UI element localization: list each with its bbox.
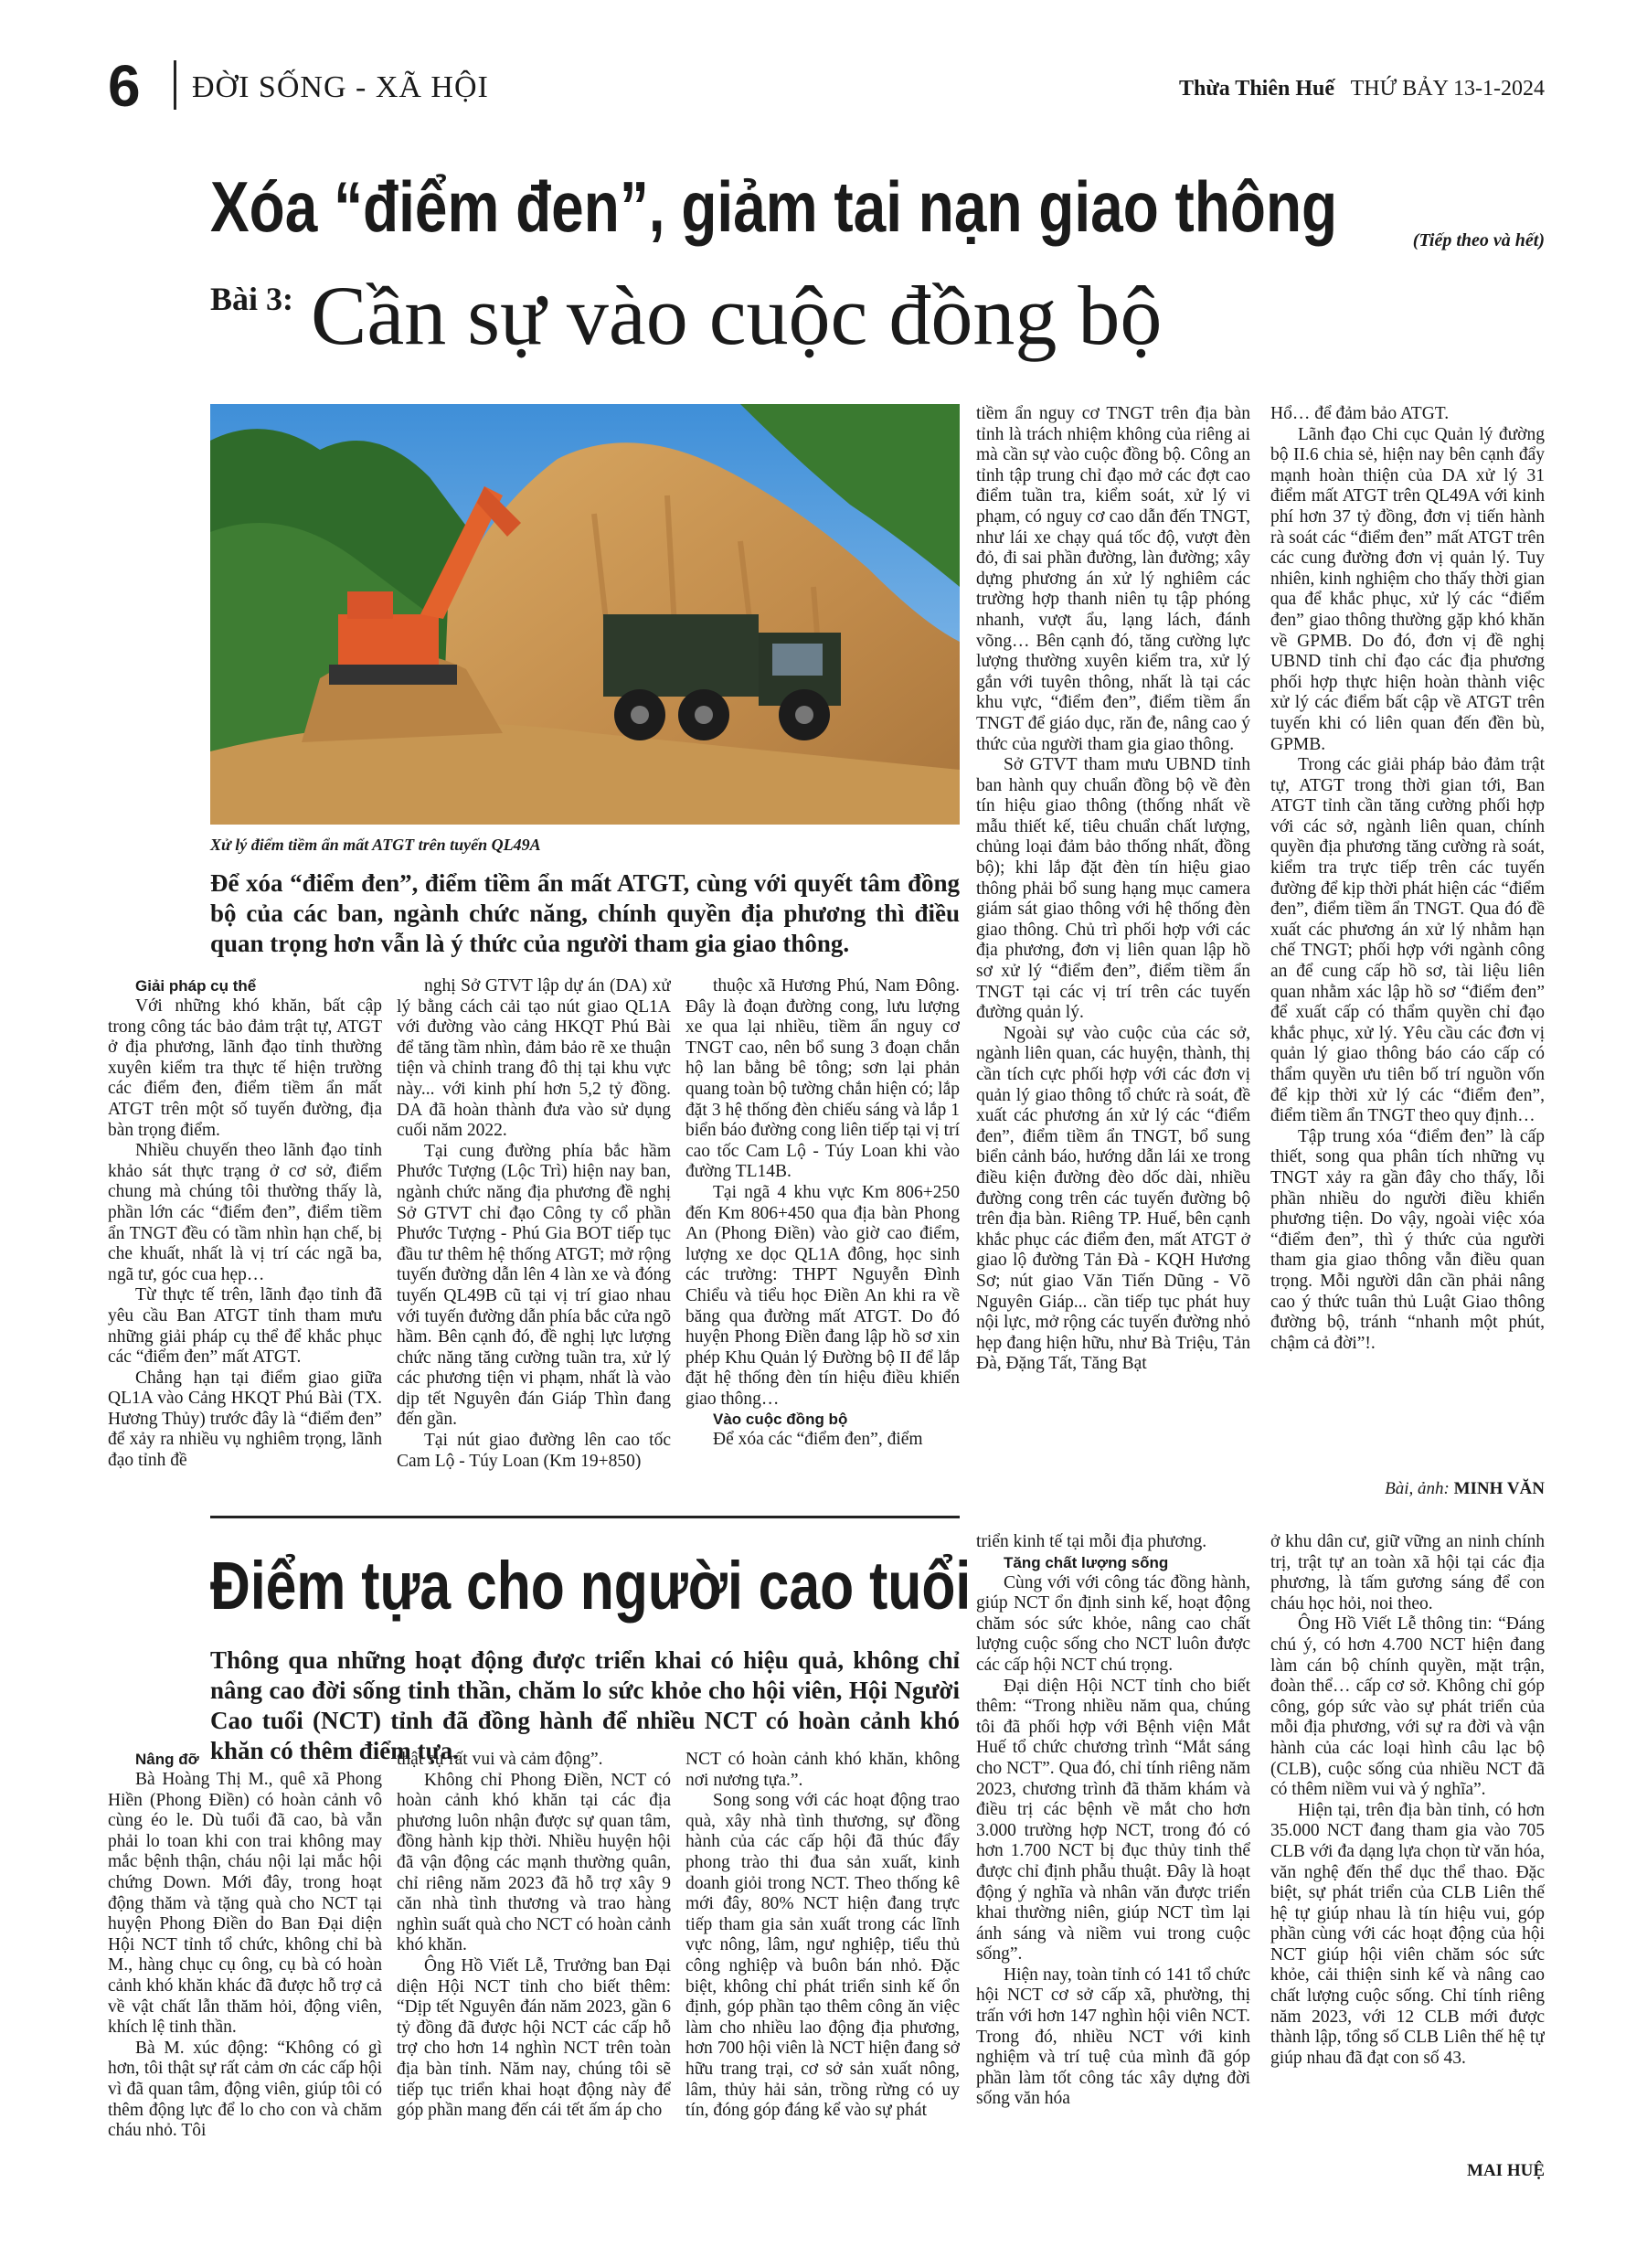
paragraph: Ông Hồ Viết Lễ thông tin: “Đáng chú ý, có hơn 4.700 NCT hiện đang làm cán bộ chính quyền, mặt trận, đoàn thể… cấp cơ sở. Không chỉ góp công, góp sức vào sự phát triển của mỗi địa phương, với sự ra đời và vận hành của các loại hình câu lạc bộ (CLB), cuộc sống của nhiều NCT đã có thêm niềm vui và ý nghĩa”.: [1270, 1614, 1545, 1800]
paragraph: triển kinh tế tại mỗi địa phương.: [976, 1532, 1207, 1551]
paragraph: Tập trung xóa “điểm đen” là cấp thiết, song qua phân tích những vụ TNGT xảy ra gần đây cho thấy, lỗi phần nhiều do người điều khiển phương tiện. Do vậy, ngoài việc xóa “điểm đen”, thì ý thức của người tham gia giao thông vẫn điều quan trọng. Mỗi người dân cần phải nâng cao ý thức tuân thủ Luật Giao thông đường bộ, tránh “nhanh một phút, chậm cả đời”!.: [1270, 1126, 1545, 1353]
paragraph: nghị Sở GTVT lập dự án (DA) xử lý bằng cách cải tạo nút giao QL1A với đường vào cảng HKQT Phú Bài để tăng tầm nhìn, đảm bảo rẽ xe thuận tiện và chỉnh trang đô thị tại khu vực này... với kinh phí hơn 5,2 tỷ đồng. DA đã hoàn thành đưa vào sử dụng cuối năm 2022.: [397, 976, 671, 1141]
continued-note: (Tiếp theo và hết): [1412, 230, 1545, 250]
article2-byline: MAI HUỆ: [1467, 2161, 1545, 2180]
subhead-giai-phap: Giải pháp cụ thể: [135, 977, 257, 995]
paragraph: Sở GTVT tham mưu UBND tỉnh ban hành quy chuẩn đồng bộ về đèn tín hiệu giao thông (thống nhất về mẫu thiết kế, tiêu chuẩn chất lượng, chủng loại đảm bảo thống nhất, đồng bộ); khi lắp đặt đèn tín hiệu giao thông phải bổ sung hạng mục camera giám sát giao thông với hệ thống đèn giao thông. Chủ trì phối hợp với các địa phương, đơn vị liên quan lập hồ sơ xử lý “điểm đen”, điểm tiềm ẩn TNGT tại các vị trí trên các tuyến đường quản lý.: [976, 755, 1250, 1023]
subhead-tang-chat-luong: Tăng chất lượng sống: [1004, 1553, 1169, 1571]
article1-lead: Để xóa “điểm đen”, điểm tiềm ẩn mất ATGT, cùng với quyết tâm đồng bộ của các ban, ngành chức năng, chính quyền địa phương thì điều quan trọng hơn vẫn là ý thức của người tham gia giao thông.: [210, 869, 960, 957]
newspaper-name: Thừa Thiên Huế: [1178, 77, 1334, 101]
paragraph: thuộc xã Hương Phú, Nam Đông. Đây là đoạn đường cong, lưu lượng xe qua lại nhiều, tiềm ẩn nguy cơ TNGT cao, nên bổ sung 3 đoạn chắn hộ lan bằng bê tông; sơn lại phản quang toàn bộ tường chắn hiện có; lắp đặt 3 hệ thống đèn chiếu sáng và lắp 1 biển báo đường cong liên tiếp tại vị trí cao tốc Cam Lộ - Túy Loan khi vào đường TL14B.: [685, 976, 960, 1182]
article1-byline: [1270, 1479, 1545, 1499]
paragraph: NCT có hoàn cảnh khó khăn, không nơi nương tựa.”.: [685, 1750, 960, 1790]
paragraph: Tại nút giao đường lên cao tốc Cam Lộ - Túy Loan (Km 19+850): [397, 1431, 671, 1471]
paragraph: Trong các giải pháp bảo đảm trật tự, ATGT trong thời gian tới, Ban ATGT tỉnh cần tăng cường phối hợp với các sở, ngành liên quan, chính quyền địa phương tăng cường rà soát, kiểm tra trực tiếp trên các tuyến đường để kịp thời phát hiện các “điểm đen”, điểm tiềm ẩn TNGT. Qua đó đề xuất các phương án xử lý nhằm hạn chế TNGT; phối hợp với ngành công an để cung cấp hồ sơ, tài liệu liên quan nhằm xác lập hồ sơ “điểm đen” để xuất cấp có thẩm quyền chỉ đạo khắc phục, xử lý. Yêu cầu các đơn vị quản lý giao thông báo cáo cấp có thẩm quyền ưu tiên bố trí nguồn vốn để kịp thời xử lý các “điểm đen”, điểm tiềm ẩn TNGT theo quy định…: [1270, 755, 1545, 1126]
paragraph: Bà M. xúc động: “Không có gì hơn, tôi thật sự rất cảm ơn các cấp hội vì đã quan tâm, động viên, giúp tôi có thêm động lực để lo cho con và chăm cháu nhỏ. Tôi: [108, 2038, 382, 2141]
subhead-vao-cuoc: Vào cuộc đồng bộ: [713, 1411, 848, 1429]
article1-headline: Xóa “điểm đen”, giảm tai nạn giao thông: [210, 166, 1338, 247]
paragraph: Bà Hoàng Thị M., quê xã Phong Hiền (Phong Điền) có hoàn cảnh vô cùng éo le. Dù tuổi đã cao, bà vẫn phải lo toan khi con trai không may mắc bệnh thận, cháu nội lại mắc hội chứng Down. Mới đây, trong hoạt động thăm và tặng quà cho NCT tại huyện Phong Điền do Ban Đại diện Hội NCT tỉnh tổ chức, không chỉ bà M., hàng chục cụ ông, cụ bà có hoàn cảnh khó khăn khác đã được hỗ trợ cả về vật chất lẫn thăm hỏi, động viên, khích lệ tinh thần.: [108, 1770, 382, 2038]
paragraph: Ông Hồ Viết Lễ, Trưởng ban Đại diện Hội NCT tỉnh cho biết thêm: “Dịp tết Nguyên đán năm 2023, gần 6 tỷ đồng đã được hội NCT các cấp hỗ trợ cho hơn 14 nghìn NCT trên toàn địa bàn tỉnh. Năm nay, chúng tôi sẽ tiếp tục triển khai hoạt động này để góp phần mang đến cái tết ấm áp cho: [397, 1955, 671, 2121]
paragraph: Với những khó khăn, bất cập trong công tác bảo đảm trật tự, ATGT ở địa phương, lãnh đạo tỉnh thường xuyên kiểm tra thực tế hiện trường các điểm đen, điểm tiềm ẩn mất ATGT trên một số tuyến đường, địa bàn trọng điểm.: [108, 996, 382, 1140]
byline-prefix: Bài, ảnh:: [1385, 1479, 1450, 1498]
paragraph: thật sự rất vui và cảm động”.: [397, 1750, 603, 1769]
article2-headline: Điểm tựa cho người cao tuổi: [210, 1548, 972, 1624]
byline-author: MINH VĂN: [1453, 1479, 1545, 1498]
article2-column-4: [976, 1532, 1250, 2190]
article2-column-3: [685, 1750, 960, 2188]
article2-column-5: [1270, 1532, 1545, 2154]
article1-subheadline: Cần sự vào cuộc đồng bộ: [311, 269, 1163, 362]
section-title: ĐỜI SỐNG - XÃ HỘI: [192, 70, 489, 104]
paragraph: ở khu dân cư, giữ vững an ninh chính trị, trật tự an toàn xã hội tại các địa phương, là tấm gương sáng để con cháu học hỏi, noi theo.: [1270, 1532, 1545, 1613]
paragraph: Không chỉ Phong Điền, NCT có hoàn cảnh khó khăn tại các địa phương luôn nhận được sự quan tâm, đồng hành kịp thời. Nhiều huyện hội đã vận động các mạnh thường quân, chỉ riêng năm 2023 đã hỗ trợ xây 9 căn nhà tình thương và trao hàng nghìn suất quà cho NCT có hoàn cảnh khó khăn.: [397, 1770, 671, 1955]
paragraph: Cùng với với công tác đồng hành, giúp NCT ổn định sinh kế, hoạt động chăm sóc sức khỏe, nâng cao chất lượng cuộc sống cho NCT luôn được các cấp hội NCT chú trọng.: [976, 1572, 1250, 1675]
excavator-truck-photo-icon: [210, 404, 960, 825]
paragraph: Nhiều chuyến theo lãnh đạo tỉnh khảo sát thực trạng ở cơ sở, điểm chung mà chúng tôi thường thấy là, phần lớn các “điểm đen”, điểm tiềm ẩn TNGT đều có tầm nhìn hạn chế, bị che khuất, nhất là vị trí các ngã ba, ngã tư, góc cua hẹp…: [108, 1141, 382, 1284]
article1-column-2: [397, 976, 671, 1507]
paragraph: Tại cung đường phía bắc hầm Phước Tượng (Lộc Trì) hiện nay ban, ngành chức năng địa phương đề nghị Sở GTVT chỉ đạo Công ty cổ phần Phước Tượng - Phú Gia BOT tiếp tục đầu tư thêm hệ thống ATGT; mở rộng tuyến đường dẫn lên 4 làn xe và đóng tuyến QL49B cũ tại vị trí giao nhau với tuyến đường dẫn phía bắc cửa ngõ hầm. Bên cạnh đó, đề nghị lực lượng chức năng tăng cường tuần tra, xử lý các phương tiện vi phạm, nhất là vào dịp tết Nguyên đán Giáp Thìn đang đến gần.: [397, 1141, 671, 1430]
paragraph: tiềm ẩn nguy cơ TNGT trên địa bàn tỉnh là trách nhiệm không của riêng ai mà cần sự vào cuộc đồng bộ. Công an tỉnh tập trung chỉ đạo mở các đợt cao điểm tuần tra, kiểm soát, xử lý vi phạm, có nguy cơ cao dẫn đến TNGT, như lái xe chạy quá tốc độ, vượt đèn đỏ, đi sai phần đường, làn đường; xây dựng phương án xử lý nghiêm các trường hợp thanh niên tụ tập phóng nhanh, vượt ẩu, lạng lách, đánh võng… Bên cạnh đó, tăng cường lực lượng thường xuyên kiểm tra, xử lý gắn với tuyên thông, nhất là tại các khu vực, “điểm đen”, điểm tiềm ẩn TNGT để giáo dục, răn đe, nâng cao ý thức của người tham gia giao thông.: [976, 404, 1250, 754]
series-label: Bài 3:: [210, 281, 294, 317]
paragraph: Lãnh đạo Chi cục Quản lý đường bộ II.6 chia sẻ, hiện nay bên cạnh đẩy mạnh hoàn thiện của DA xử lý 31 điểm mất ATGT trên QL49A với kinh phí hơn 37 tỷ đồng, đơn vị tiến hành rà soát các “điểm đen” mất ATGT trên các cung đường đơn vị quản lý. Tuy nhiên, kinh nghiệm cho thấy thời gian qua để khắc phục, xử lý các “điểm đen” giao thông thường gặp khó khăn về GPMB. Do đó, đơn vị đề nghị UBND tỉnh chỉ đạo các địa phương phối hợp thực hiện hoàn thành việc xử lý các điểm bất cập về ATGT trên tuyến khi có liên quan đến đền bù, GPMB.: [1270, 424, 1545, 754]
article1-column-5: [1270, 404, 1545, 1466]
paragraph: Song song với các hoạt động trao quà, xây nhà tình thương, sự đồng hành của các cấp hội đã thúc đẩy phong trào thi đua sản xuất, kinh doanh giỏi trong NCT. Theo thống kê mới đây, 80% NCT hiện đang trực tiếp tham gia sản xuất trong các lĩnh vực nông, lâm, ngư nghiệp, tiểu thủ công nghiệp và buôn bán nhỏ. Đặc biệt, không chỉ phát triển sinh kế ổn định, góp phần tạo thêm công ăn việc làm cho nhiều lao động địa phương, hơn 700 hội viên là NCT hiện đang sở hữu trang trại, cơ sở sản xuất nông, lâm, thủy hải sản, trồng rừng có uy tín, đóng góp đáng kể vào sự phát: [685, 1791, 960, 2121]
paragraph: Hiện tại, trên địa bàn tỉnh, có hơn 35.000 NCT đang tham gia vào 705 CLB với đa dạng lựa chọn từ văn hóa, văn nghệ đến thể dục thể thao. Đặc biệt, sự phát triển của CLB Liên thế hệ tự giúp nhau là tín hiệu vui, góp phần cùng với các hoạt động của hội NCT giúp hội viên chăm sóc sức khỏe, cải thiện sinh kế và nâng cao chất lượng cuộc sống. Chỉ tính riêng năm 2023, với 12 CLB mới được thành lập, tổng số CLB Liên thế hệ tự giúp nhau đã đạt con số 43.: [1270, 1800, 1545, 2068]
article2-column-1: [108, 1750, 382, 2188]
paragraph: Để xóa các “điểm đen”, điểm: [713, 1430, 923, 1450]
paragraph: Đại diện Hội NCT tỉnh cho biết thêm: “Trong nhiều năm qua, chúng tôi đã phối hợp với Bệnh viện Mắt Huế tổ chức chương trình “Mắt sáng cho NCT”. Qua đó, chỉ tính riêng năm 2023, chương trình đã thăm khám và điều trị các bệnh về mắt cho hơn 3.000 trường hợp NCT, trong đó có hơn 1.700 NCT bị đục thủy tinh thể được chỉ định phẫu thuật. Đây là hoạt động ý nghĩa và nhân văn được triển khai thường niên, giúp NCT tìm lại ánh sáng và niềm vui trong cuộc sống”.: [976, 1676, 1250, 1965]
paragraph: Hiện nay, toàn tỉnh có 141 tổ chức hội NCT cơ sở cấp xã, phường, thị trấn với hơn 147 nghìn hội viên NCT. Trong đó, nhiều NCT với kinh nghiệm và trí tuệ của mình đã góp phần làm tốt công tác xây dựng đời sống văn hóa: [976, 1965, 1250, 2109]
article1-column-3: [685, 976, 960, 1507]
article1-column-4: [976, 404, 1250, 1512]
paragraph: Ngoài sự vào cuộc của các sở, ngành liên quan, các huyện, thành, thị cần tích cực phối hợp với các đơn vị quản lý giao thông tổ chức rà soát, đề xuất các phương án xử lý các “điểm đen”, điểm tiềm ẩn TNGT, bổ sung biển cảnh báo, hướng dẫn lái xe trong điều kiện đường đèo dốc dài, nhiều đường cong trên các tuyến đường bộ trên địa bàn. Riêng TP. Huế, bên cạnh khắc phục các điểm đen, mất ATGT ở giao lộ đường Tản Đà - KQH Hương Sơ; nút giao Văn Tiến Dũng - Võ Nguyên Giáp... cần tiếp tục phát huy nội lực, mở rộng các tuyến đường nhỏ hẹp đang hiện hữu, như Bà Triệu, Tản Đà, Đặng Tất, Tăng Bạt: [976, 1023, 1250, 1374]
paragraph: Từ thực tế trên, lãnh đạo tỉnh đã yêu cầu Ban ATGT tỉnh tham mưu những giải pháp cụ thể để khắc phục các “điểm đen” mất ATGT.: [108, 1285, 382, 1368]
issue-date: THỨ BẢY 13-1-2024: [1350, 77, 1545, 101]
photo-caption: Xử lý điểm tiềm ẩn mất ATGT trên tuyến QL49A: [210, 836, 541, 854]
page-number: 6: [108, 53, 141, 119]
paragraph: Hổ… để đảm bảo ATGT.: [1270, 404, 1450, 423]
article1-photo: [210, 404, 960, 825]
paragraph: Chẳng hạn tại điểm giao giữa QL1A vào Cảng HKQT Phú Bài (TX. Hương Thủy) trước đây là “điểm đen” để xảy ra nhiều vụ nghiêm trọng, lãnh đạo tỉnh đề: [108, 1368, 382, 1471]
article-divider: [210, 1516, 960, 1518]
paragraph: Tại ngã 4 khu vực Km 806+250 đến Km 806+450 qua địa bàn Phong An (Phong Điền) vào giờ cao điểm, lượng xe dọc QL1A đông, học sinh các trường: THPT Nguyễn Đình Chiểu và tiểu học Điền An khi ra về băng qua đường mất ATGT. Do đó huyện Phong Điền đang lập hồ sơ xin phép Khu Quản lý Đường bộ II để lắp đặt hệ thống đèn tín hiệu điều khiển giao thông…: [685, 1182, 960, 1409]
article1-column-1: [108, 976, 382, 1507]
header-separator: [174, 60, 176, 110]
subhead-nang-do: Nâng đỡ: [135, 1751, 199, 1768]
article2-column-2: [397, 1750, 671, 2188]
article2-lead: Thông qua những hoạt động được triển khai có hiệu quả, không chỉ nâng cao đời sống tinh thần, chăm lo sức khỏe cho hội viên, Hội Người Cao tuổi (NCT) tỉnh đã đồng hành để nhiều NCT có hoàn cảnh khó khăn có thêm điểm tựa.: [210, 1646, 960, 1764]
page-header: [108, 53, 1545, 119]
